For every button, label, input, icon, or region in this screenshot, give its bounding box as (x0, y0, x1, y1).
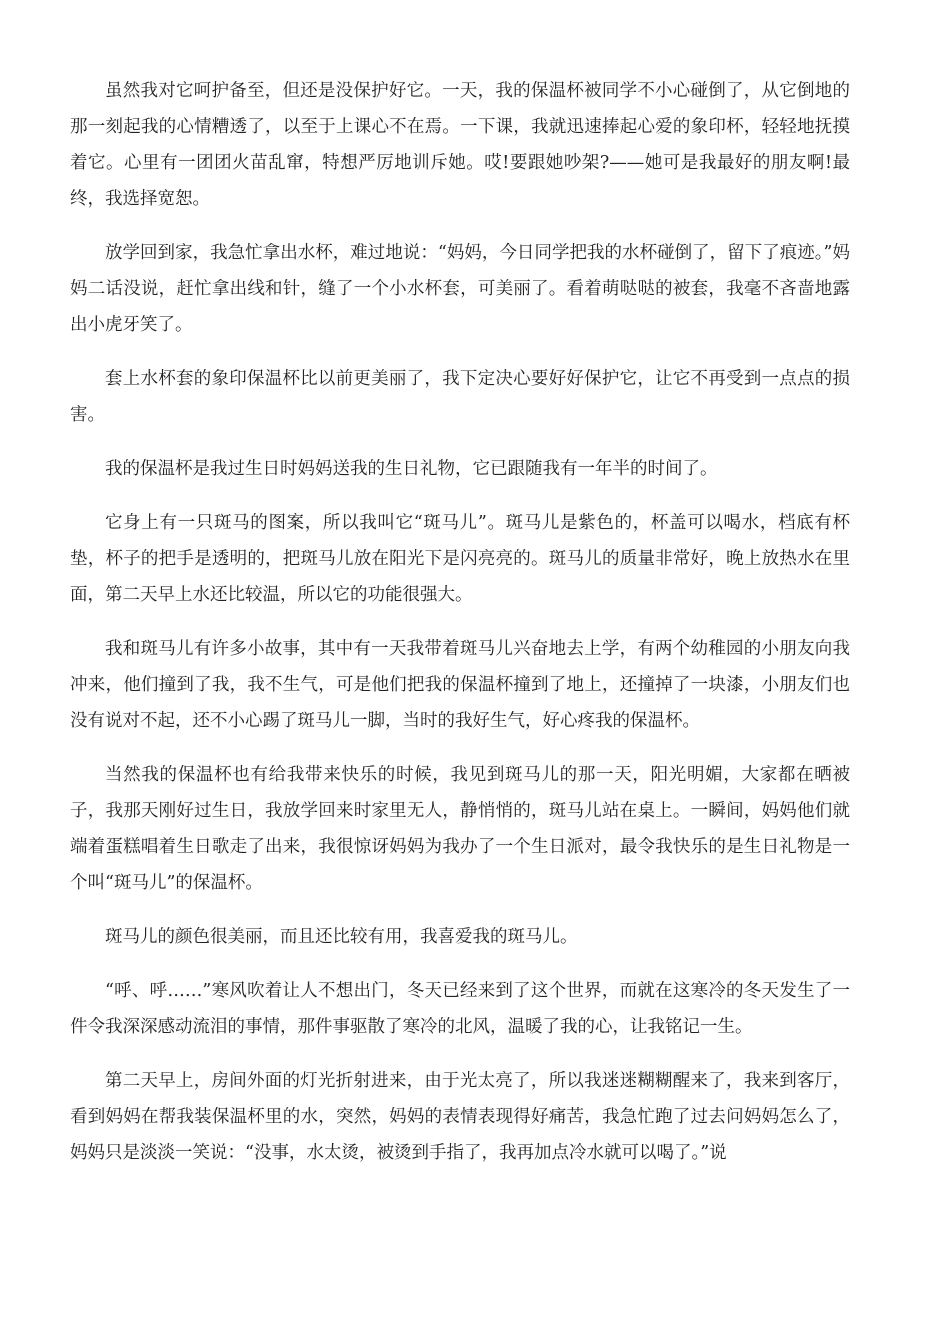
paragraph: 斑马儿的颜色很美丽，而且还比较有用，我喜爱我的斑马儿。 (105, 927, 578, 947)
paragraph: “呼、呼……”寒风吹着让人不想出门，冬天已经来到了这个世界，而就在这寒冷的冬天发生了一件令我深深感动流泪的事情，那件事驱散了寒冷的北风，温暖了我的心，让我铭记一生。 (70, 981, 850, 1037)
paragraph: 放学回到家，我急忙拿出水杯，难过地说：“妈妈，今日同学把我的水杯碰倒了，留下了痕迹。”妈妈二话没说，赶忙拿出线和针，缝了一个小水杯套，可美丽了。看着萌哒哒的被套，我毫不吝啬地露出小虎牙笑了。 (70, 243, 850, 335)
paragraph: 它身上有一只斑马的图案，所以我叫它“斑马儿”。斑马儿是紫色的，杯盖可以喝水，档底有杯垫，杯子的把手是透明的，把斑马儿放在阳光下是闪亮亮的。斑马儿的质量非常好，晚上放热水在里面，第二天早上水还比较温，所以它的功能很强大。 (70, 513, 850, 605)
paragraph: 我和斑马儿有许多小故事，其中有一天我带着斑马儿兴奋地去上学，有两个幼稚园的小朋友向我冲来，他们撞到了我，我不生气，可是他们把我的保温杯撞到了地上，还撞掉了一块漆，小朋友们也没有说对不起，还不小心踢了斑马儿一脚，当时的我好生气，好心疼我的保温杯。 (70, 639, 850, 731)
paragraph: 套上水杯套的象印保温杯比以前更美丽了，我下定决心要好好保护它，让它不再受到一点点的损害。 (70, 369, 850, 425)
document-page (70, 73, 850, 1189)
paragraph: 虽然我对它呵护备至，但还是没保护好它。一天，我的保温杯被同学不小心碰倒了，从它倒地的那一刻起我的心情糟透了，以至于上课心不在焉。一下课，我就迅速捧起心爱的象印杯，轻轻地抚摸着它。心里有一团团火苗乱窜，特想严厉地训斥她。哎!要跟她吵架?——她可是我最好的朋友啊!最终，我选择宽恕。 (70, 81, 850, 209)
paragraph: 第二天早上，房间外面的灯光折射进来，由于光太亮了，所以我迷迷糊糊醒来了，我来到客厅，看到妈妈在帮我装保温杯里的水，突然，妈妈的表情表现得好痛苦，我急忙跑了过去问妈妈怎么了，妈妈只是淡淡一笑说：“没事，水太烫，被烫到手指了，我再加点冷水就可以喝了。”说 (70, 1071, 850, 1163)
paragraph: 当然我的保温杯也有给我带来快乐的时候，我见到斑马儿的那一天，阳光明媚，大家都在晒被子，我那天刚好过生日，我放学回来时家里无人，静悄悄的，斑马儿站在桌上。一瞬间，妈妈他们就端着蛋糕唱着生日歌走了出来，我很惊讶妈妈为我办了一个生日派对，最令我快乐的是生日礼物是一个叫“斑马儿”的保温杯。 (70, 765, 850, 893)
paragraph: 我的保温杯是我过生日时妈妈送我的生日礼物，它已跟随我有一年半的时间了。 (105, 459, 718, 479)
